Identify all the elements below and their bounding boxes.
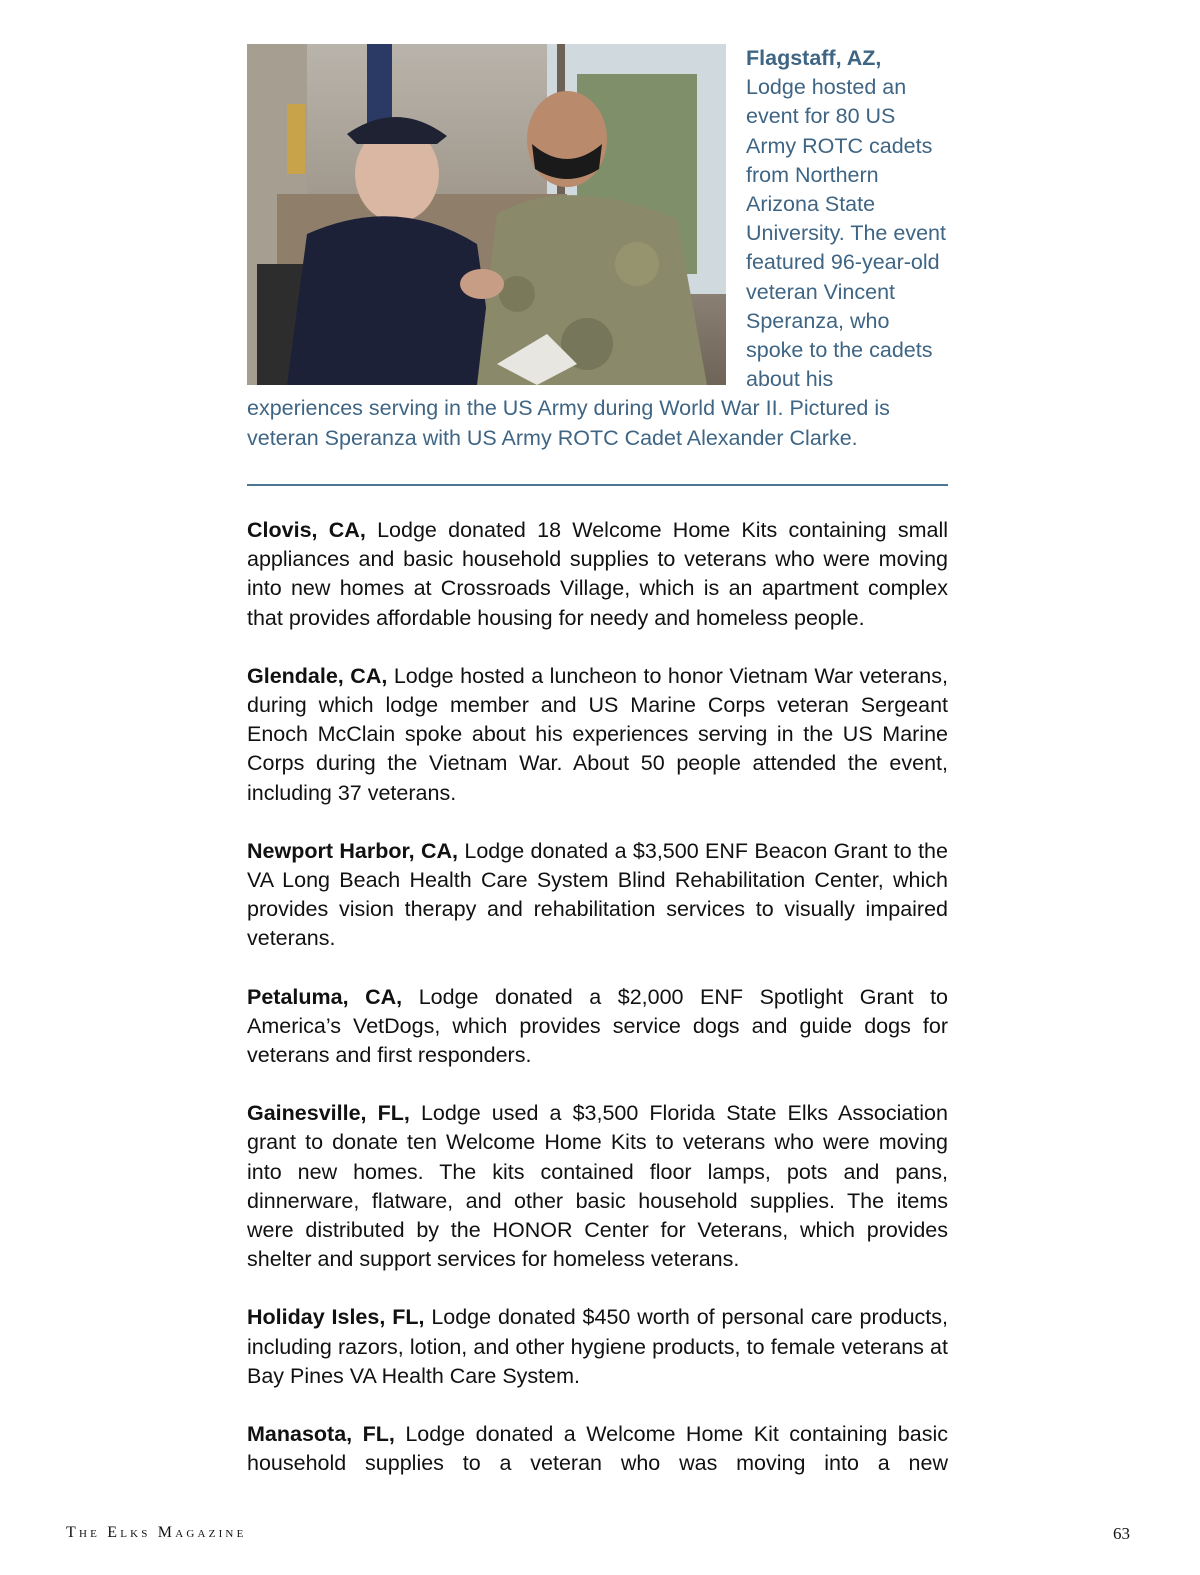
article-location: Newport Harbor, CA, bbox=[247, 838, 459, 863]
article-location: Holiday Isles, FL, bbox=[247, 1305, 425, 1330]
article-item bbox=[247, 1303, 948, 1391]
article-text: Lodge donated a $2,000 ENF Spotlight Grant to America’s VetDogs, which provides service dogs and guide dogs for veterans and first responders. bbox=[247, 984, 949, 1068]
article-item bbox=[247, 837, 948, 954]
article-location: Gainesville, FL, bbox=[247, 1101, 410, 1126]
article-location: Manasota, FL, bbox=[247, 1422, 395, 1447]
article-text: Lodge donated $450 worth of personal care products, including razors, lotion, and other hygiene products, to female veterans at Bay Pines VA Health Care System. bbox=[247, 1305, 948, 1388]
article-location: Petaluma, CA, bbox=[247, 984, 403, 1009]
article-text: Lodge donated 18 Welcome Home Kits containing small appliances and basic household supplies to veterans who were moving into new homes at Crossroads Village, which is an apartment complex that provides affordable housing for needy and homeless people. bbox=[247, 518, 948, 630]
article-location: Clovis, CA, bbox=[247, 518, 366, 542]
article-item bbox=[247, 516, 948, 633]
article-location: Glendale, CA, bbox=[247, 663, 388, 688]
feature-location: Flagstaff, AZ, bbox=[746, 46, 882, 70]
article-item bbox=[247, 1099, 948, 1274]
magazine-title: The Elks Magazine bbox=[66, 1524, 247, 1541]
article-item bbox=[247, 1420, 948, 1478]
article-text: Lodge donated a $3,500 ENF Beacon Grant to the VA Long Beach Health Care System Blind Rehabilitation Center, which provides vision therapy and rehabilitation services to visually impaired veterans. bbox=[247, 838, 948, 951]
article-item bbox=[247, 662, 948, 808]
article-text: Lodge hosted a luncheon to honor Vietnam War veterans, during which lodge member and US Marine Corps veteran Sergeant Enoch McClain spoke about his experiences serving in the US Marine Corps during the Vietnam War. About 50 people attended the event, including 37 veterans. bbox=[247, 663, 948, 805]
feature-photo bbox=[247, 44, 726, 385]
article-text: Lodge donated a Welcome Home Kit containing basic household supplies to a veteran who was moving into a new bbox=[247, 1422, 948, 1476]
section-divider bbox=[247, 484, 948, 486]
feature-story bbox=[247, 44, 948, 453]
article-item bbox=[247, 983, 948, 1071]
articles-list bbox=[247, 516, 948, 1507]
article-text: Lodge used a $3,500 Florida State Elks Association grant to donate ten Welcome Home Kits to veterans who were moving into new homes. The kits contained floor lamps, pots and pans, dinnerware, flatware, and other basic household supplies. The items were distributed by the HONOR Center for Veterans, which provides shelter and support services for homeless veterans. bbox=[247, 1101, 948, 1272]
feature-text: Lodge hosted an event for 80 US Army ROTC cadets from Northern Arizona State University. The event featured 96-year-old veteran Vincent Speranza, who spoke to the cadets about his experiences serving in the US Army during World War II. Pictured is veteran Speranza with US Army ROTC Cadet Alexander Clarke. bbox=[247, 75, 946, 450]
page-number: 63 bbox=[1113, 1524, 1130, 1543]
